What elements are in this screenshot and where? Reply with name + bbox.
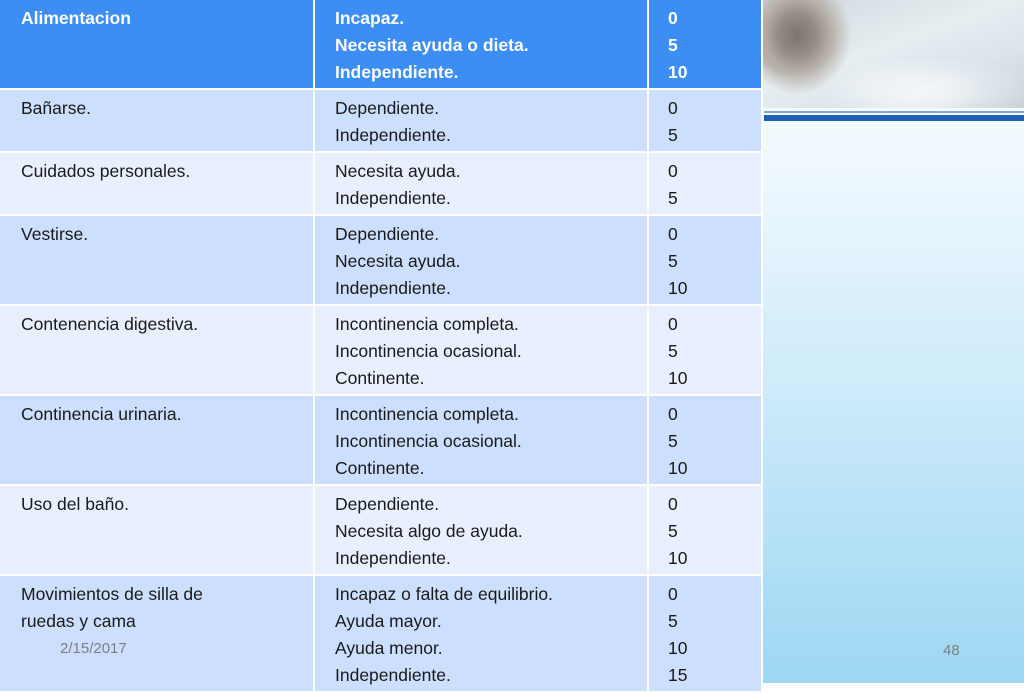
score-cell (648, 485, 762, 575)
options-line: Ayuda menor. (335, 638, 443, 658)
activity-line: Vestirse. (21, 224, 89, 244)
options-line: Independiente. (335, 188, 451, 208)
options-line: Independiente. (335, 278, 451, 298)
score-line: 0 (668, 584, 678, 604)
options-line: Necesita ayuda. (335, 251, 461, 271)
score-line: 5 (668, 341, 678, 361)
score-line: 0 (668, 8, 678, 28)
score-line: 0 (668, 98, 678, 118)
table-row (0, 0, 762, 89)
options-line: Independiente. (335, 548, 451, 568)
activity-line: ruedas y cama (21, 611, 136, 631)
score-cell (648, 305, 762, 395)
table-row (0, 152, 762, 215)
activity-line: Uso del baño. (21, 494, 129, 514)
activity-line: Continencia urinaria. (21, 404, 182, 424)
score-cell (648, 575, 762, 692)
score-cell (648, 89, 762, 152)
options-line: Dependiente. (335, 494, 440, 514)
score-line: 10 (668, 278, 688, 298)
options-line: Dependiente. (335, 224, 440, 244)
options-line: Incontinencia completa. (335, 314, 519, 334)
options-cell (314, 0, 648, 89)
slide-date: 2/15/2017 (60, 640, 127, 657)
score-cell (648, 0, 762, 89)
table-row (0, 485, 762, 575)
score-line: 5 (668, 125, 678, 145)
options-line: Incapaz. (335, 8, 405, 28)
score-line: 10 (668, 548, 688, 568)
activity-cell (0, 89, 314, 152)
table-row (0, 215, 762, 305)
activity-cell (0, 215, 314, 305)
score-line: 5 (668, 188, 678, 208)
activity-cell (0, 0, 314, 89)
activity-line: Alimentacion (21, 8, 131, 28)
score-line: 5 (668, 35, 678, 55)
options-line: Ayuda mayor. (335, 611, 442, 631)
table-row (0, 575, 762, 692)
options-line: Necesita ayuda o dieta. (335, 35, 529, 55)
options-line: Incontinencia ocasional. (335, 431, 522, 451)
table-row (0, 395, 762, 485)
score-line: 0 (668, 404, 678, 424)
header-rule (764, 115, 1024, 121)
score-line: 10 (668, 368, 688, 388)
score-line: 5 (668, 521, 678, 541)
score-line: 5 (668, 611, 678, 631)
header-photo (762, 0, 1024, 108)
activity-cell (0, 575, 314, 692)
score-cell (648, 395, 762, 485)
options-line: Continente. (335, 368, 425, 388)
score-cell (648, 152, 762, 215)
activity-cell (0, 152, 314, 215)
photo-pillow (822, 60, 1024, 108)
slide-number: 48 (943, 642, 960, 659)
options-line: Independiente. (335, 62, 459, 82)
table-row (0, 305, 762, 395)
options-line: Necesita algo de ayuda. (335, 521, 523, 541)
score-cell (648, 215, 762, 305)
score-line: 5 (668, 251, 678, 271)
activity-line: Cuidados personales. (21, 161, 191, 181)
options-line: Independiente. (335, 125, 451, 145)
score-line: 0 (668, 161, 678, 181)
options-cell (314, 485, 648, 575)
options-cell (314, 395, 648, 485)
options-line: Incontinencia completa. (335, 404, 519, 424)
options-cell (314, 89, 648, 152)
options-line: Independiente. (335, 665, 451, 685)
activity-cell (0, 305, 314, 395)
table-row (0, 89, 762, 152)
options-line: Incapaz o falta de equilibrio. (335, 584, 553, 604)
score-line: 10 (668, 62, 688, 82)
options-cell (314, 215, 648, 305)
options-line: Necesita ayuda. (335, 161, 461, 181)
score-line: 0 (668, 494, 678, 514)
options-cell (314, 152, 648, 215)
activity-line: Contenencia digestiva. (21, 314, 199, 334)
options-cell (314, 305, 648, 395)
activity-cell (0, 485, 314, 575)
activity-cell (0, 395, 314, 485)
score-line: 5 (668, 431, 678, 451)
options-cell (314, 575, 648, 692)
score-line: 0 (668, 314, 678, 334)
score-line: 10 (668, 638, 688, 658)
header-rule-thin (764, 111, 1024, 113)
options-line: Dependiente. (335, 98, 440, 118)
activity-line: Bañarse. (21, 98, 92, 118)
options-line: Incontinencia ocasional. (335, 341, 522, 361)
score-line: 10 (668, 458, 688, 478)
options-line: Continente. (335, 458, 425, 478)
score-line: 15 (668, 665, 688, 685)
score-line: 0 (668, 224, 678, 244)
activity-line: Movimientos de silla de (21, 584, 203, 604)
